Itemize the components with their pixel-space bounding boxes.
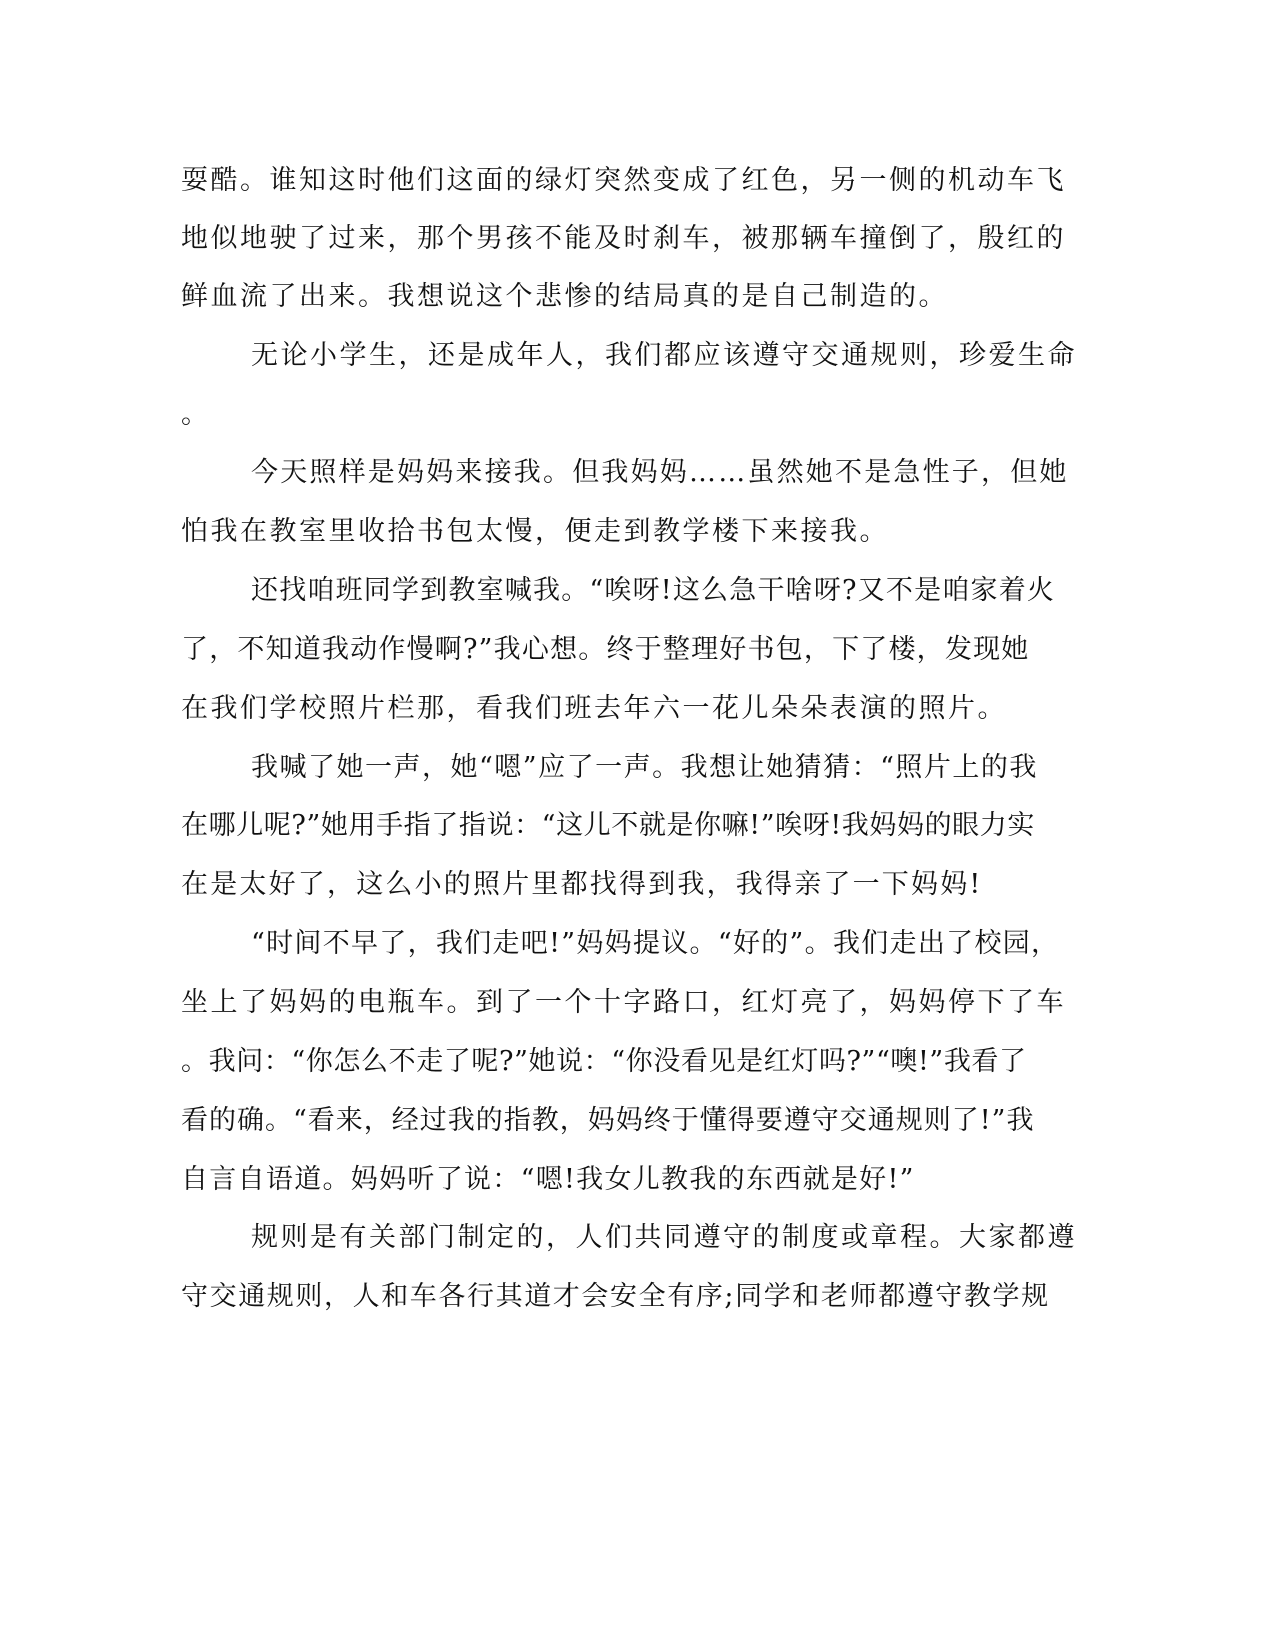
- text-line: 了，不知道我动作慢啊?”我心想。终于整理好书包，下了楼，发现她: [181, 634, 1030, 665]
- text-line: 守交通规则，人和车各行其道才会安全有序;同学和老师都遵守教学规: [181, 1281, 1050, 1312]
- text-line: 。我问：“你怎么不走了呢?”她说：“你没看见是红灯吗?”“噢!”我看了: [181, 1046, 1027, 1077]
- text-line: 规则是有关部门制定的，人们共同遵守的制度或章程。大家都遵: [251, 1222, 1077, 1253]
- text-line: 怕我在教室里收拾书包太慢，便走到教学楼下来接我。: [181, 516, 889, 547]
- text-line: 地似地驶了过来，那个男孩不能及时刹车，被那辆车撞倒了，殷红的: [181, 223, 1066, 254]
- text-line: 我喊了她一声，她“嗯”应了一声。我想让她猜猜：“照片上的我: [251, 752, 1038, 783]
- text-line: 无论小学生，还是成年人，我们都应该遵守交通规则，珍爱生命: [251, 340, 1077, 371]
- text-line: 今天照样是妈妈来接我。但我妈妈……虽然她不是急性子，但她: [251, 457, 1069, 488]
- text-line: “时间不早了，我们走吧!”妈妈提议。“好的”。我们走出了校园，: [251, 928, 1060, 959]
- text-line: 耍酷。谁知这时他们这面的绿灯突然变成了红色，另一侧的机动车飞: [181, 165, 1066, 196]
- text-line: 在我们学校照片栏那，看我们班去年六一花儿朵朵表演的照片。: [181, 693, 1007, 724]
- text-line: 坐上了妈妈的电瓶车。到了一个十字路口，红灯亮了，妈妈停下了车: [181, 987, 1066, 1018]
- text-line: 还找咱班同学到教室喊我。“唉呀!这么急干啥呀?又不是咱家着火: [251, 575, 1056, 606]
- text-line: 在是太好了，这么小的照片里都找得到我，我得亲了一下妈妈!: [181, 869, 983, 900]
- text-line: 在哪儿呢?”她用手指了指说：“这儿不就是你嘛!”唉呀!我妈妈的眼力实: [181, 810, 1035, 841]
- text-line: 自言自语道。妈妈听了说：“嗯!我女儿教我的东西就是好!”: [181, 1164, 915, 1195]
- text-line: 。: [181, 399, 208, 430]
- text-line: 鲜血流了出来。我想说这个悲惨的结局真的是自己制造的。: [181, 281, 948, 312]
- text-line: 看的确。“看来，经过我的指教，妈妈终于懂得要遵守交通规则了!”我: [181, 1105, 1035, 1136]
